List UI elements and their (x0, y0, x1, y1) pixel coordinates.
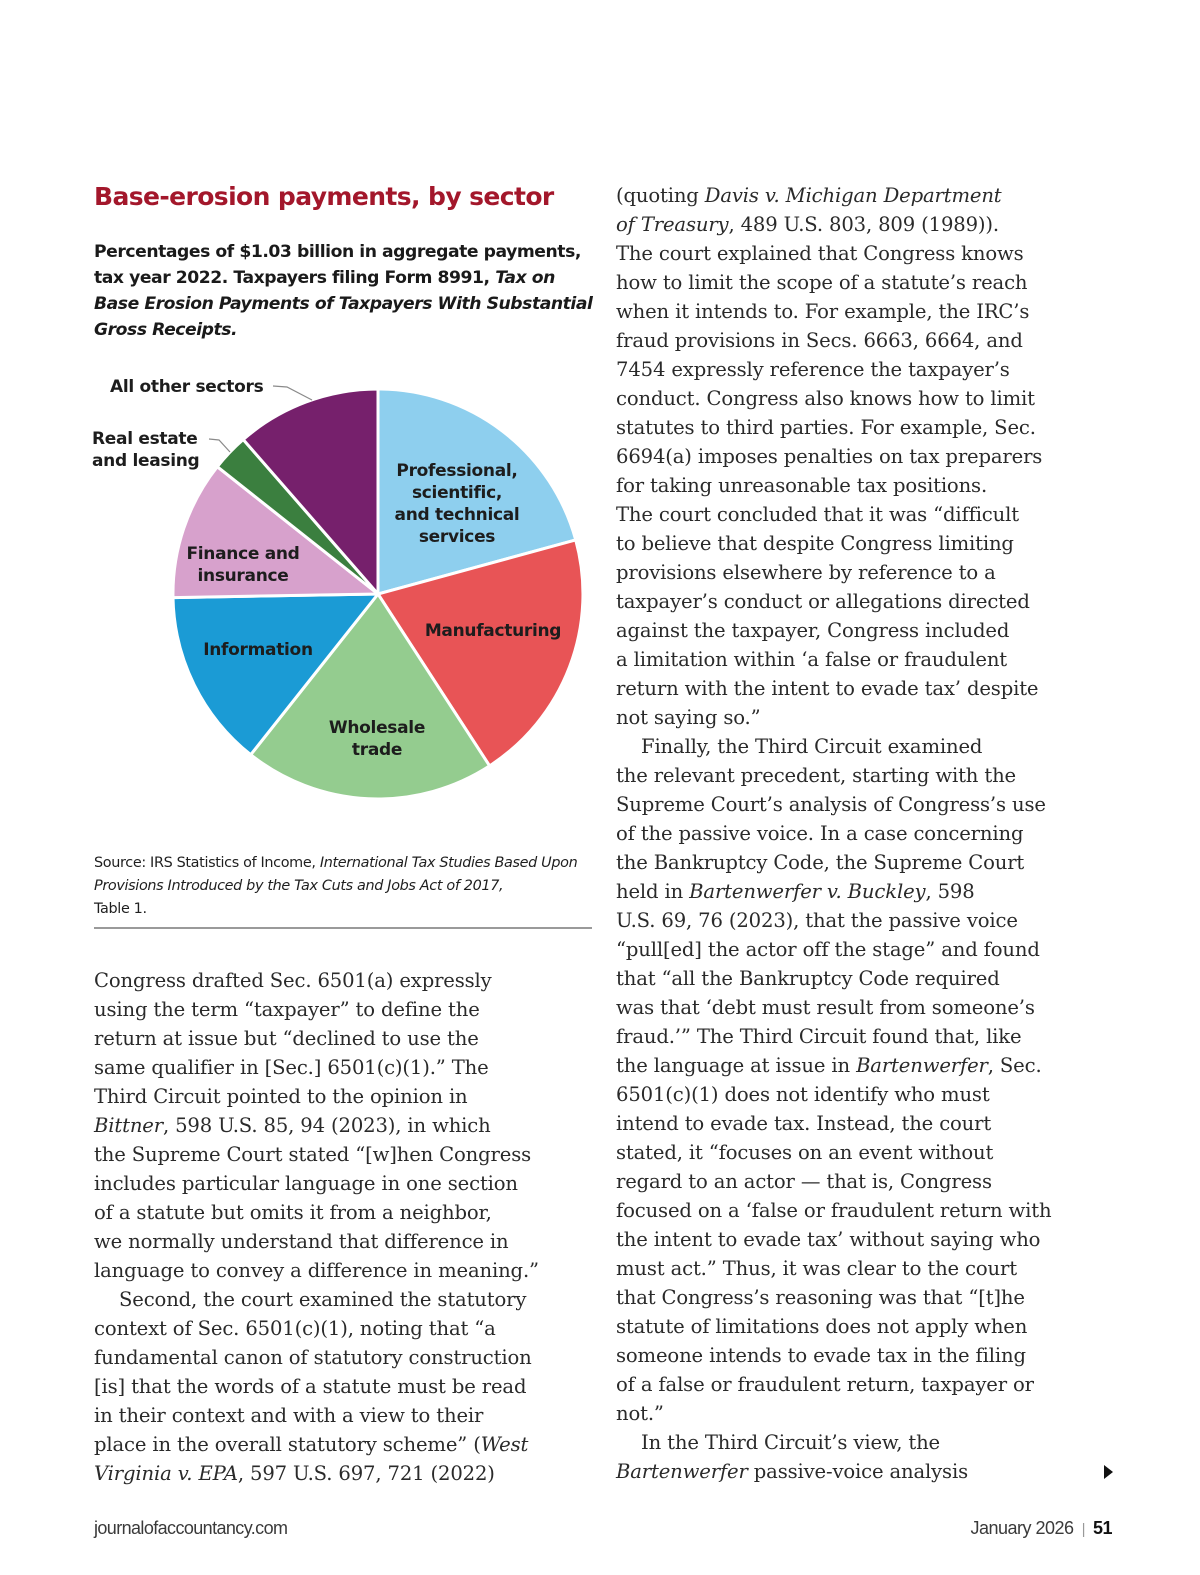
label-realestate-2: and leasing (92, 451, 200, 471)
text-line: how to limit the scope of a statute’s reach (616, 271, 1028, 294)
label-finance-2: insurance (197, 566, 289, 586)
label-finance-1: Finance and (186, 544, 300, 564)
case-name: Bartenwerfer v. Buckley (689, 880, 926, 903)
text-line: regard to an actor — that is, Congress (616, 1170, 992, 1193)
label-realestate-1: Real estate (92, 429, 198, 449)
text-line: Congress drafted Sec. 6501(a) expressly (94, 969, 492, 992)
case-name: Virginia v. EPA (94, 1462, 238, 1485)
text-line: Second, the court examined the statutory (119, 1288, 527, 1311)
chart-subtitle-italic: Tax on Base Erosion Payments of Taxpayers With Substantial Gross Receipts. (94, 268, 593, 340)
pie-chart (0, 0, 600, 820)
text-line: 6501(c)(1) does not identify who must (616, 1083, 990, 1106)
text-line: held in Bartenwerfer v. Buckley, 598 (616, 880, 975, 903)
text-line: U.S. 69, 76 (2023), that the passive voice (616, 909, 1018, 932)
continue-arrow-icon (1104, 1465, 1113, 1479)
chart-title: Base-erosion payments, by sector (94, 182, 554, 211)
footer-separator: | (1081, 1521, 1085, 1538)
text-line: Finally, the Third Circuit examined (641, 735, 983, 758)
text-line: that “all the Bankruptcy Code required (616, 967, 1000, 990)
text-line: the Bankruptcy Code, the Supreme Court (616, 851, 1025, 874)
label-professional-1: Professional, (396, 461, 518, 481)
text-line: focused on a ‘false or fraudulent return with (616, 1199, 1052, 1222)
text-line: fundamental canon of statutory construction (94, 1346, 532, 1369)
text-line: the intent to evade tax’ without saying who (616, 1228, 1041, 1251)
text-line: of the passive voice. In a case concerning (616, 822, 1024, 845)
text-line: The court explained that Congress knows (616, 242, 1024, 265)
text-line: Virginia v. EPA, 597 U.S. 697, 721 (2022) (94, 1462, 495, 1485)
text-line: the language at issue in Bartenwerfer, Sec. (616, 1054, 1042, 1077)
chart-divider (94, 927, 592, 929)
text-line: of Treasury, 489 U.S. 803, 809 (1989)). (616, 213, 999, 236)
case-name: Davis v. Michigan Department (704, 184, 1002, 207)
footer-site: journalofaccountancy.com (94, 1518, 288, 1538)
text-line: of a statute but omits it from a neighbor, (94, 1201, 492, 1224)
text-line: to believe that despite Congress limiting (616, 532, 1014, 555)
text-line: not saying so.” (616, 706, 761, 729)
text-line: includes particular language in one section (94, 1172, 518, 1195)
text-line: intend to evade tax. Instead, the court (616, 1112, 992, 1135)
label-professional-2: scientific, (411, 483, 503, 503)
text-line: someone intends to evade tax in the filing (616, 1344, 1026, 1367)
label-professional-4: services (418, 527, 496, 547)
text-line: against the taxpayer, Congress included (616, 619, 1010, 642)
text-line: Bittner, 598 U.S. 85, 94 (2023), in which (94, 1114, 491, 1137)
text-line: In the Third Circuit’s view, the (641, 1431, 940, 1454)
chart-source (94, 852, 594, 921)
case-name: Bartenwerfer (616, 1460, 748, 1483)
leader-line-realestate (209, 439, 230, 452)
text-line: (quoting Davis v. Michigan Department (616, 184, 1002, 207)
case-name: of Treasury (616, 213, 729, 236)
label-information: Information (203, 640, 313, 660)
text-line: The court concluded that it was “difficult (616, 503, 1019, 526)
text-line: language to convey a difference in meaning.” (94, 1259, 539, 1282)
label-wholesale-2: trade (351, 740, 403, 760)
label-wholesale-1: Wholesale (328, 718, 426, 738)
source-plain: Source: IRS Statistics of Income, (94, 855, 320, 871)
text-line: of a false or fraudulent return, taxpayer or (616, 1373, 1034, 1396)
text-line: in their context and with a view to their (94, 1404, 484, 1427)
case-name: Bittner (94, 1114, 163, 1137)
label-other: All other sectors (110, 377, 264, 397)
text-line: fraud provisions in Secs. 6663, 6664, and (616, 329, 1023, 352)
text-line: conduct. Congress also knows how to limit (616, 387, 1035, 410)
page-number: 51 (1092, 1518, 1112, 1538)
text-line: was that ‘debt must result from someone’s (616, 996, 1035, 1019)
text-line: same qualifier in [Sec.] 6501(c)(1).” The (94, 1056, 489, 1079)
text-line: stated, it “focuses on an event without (616, 1141, 994, 1164)
case-name: West (480, 1433, 529, 1456)
text-line: Bartenwerfer passive-voice analysis (616, 1460, 968, 1483)
text-line: Third Circuit pointed to the opinion in (94, 1085, 468, 1108)
leader-line-other (273, 386, 312, 400)
text-line: when it intends to. For example, the IRC’s (616, 300, 1030, 323)
source-italic: International Tax Studies Based Upon Provisions Introduced by the Tax Cuts and Jobs Act of 2017, (94, 855, 578, 894)
source-tail: Table 1. (94, 901, 147, 917)
text-line: fraud.’” The Third Circuit found that, like (616, 1025, 1022, 1048)
case-name: Bartenwerfer (856, 1054, 988, 1077)
text-line: taxpayer’s conduct or allegations directed (616, 590, 1030, 613)
text-line: provisions elsewhere by reference to a (616, 561, 996, 584)
text-line: we normally understand that difference in (94, 1230, 509, 1253)
text-line: the Supreme Court stated “[w]hen Congress (94, 1143, 532, 1166)
text-line: return with the intent to evade tax’ despite (616, 677, 1039, 700)
label-manufacturing: Manufacturing (424, 621, 562, 641)
text-line: 7454 expressly reference the taxpayer’s (616, 358, 1010, 381)
text-line: the relevant precedent, starting with the (616, 764, 1016, 787)
text-line: “pull[ed] the actor off the stage” and found (616, 938, 1040, 961)
text-line: for taking unreasonable tax positions. (616, 474, 988, 497)
footer-issue (970, 1518, 1112, 1539)
text-line: not.” (616, 1402, 664, 1425)
text-line: 6694(a) imposes penalties on tax preparers (616, 445, 1043, 468)
text-line: Supreme Court’s analysis of Congress’s use (616, 793, 1046, 816)
text-line: must act.” Thus, it was clear to the court (616, 1257, 1017, 1280)
text-line: using the term “taxpayer” to define the (94, 998, 480, 1021)
text-line: a limitation within ‘a false or fraudulent (616, 648, 1008, 671)
text-line: statutes to third parties. For example, Sec. (616, 416, 1036, 439)
text-line: return at issue but “declined to use the (94, 1027, 479, 1050)
text-line: [is] that the words of a statute must be read (94, 1375, 527, 1398)
text-line: context of Sec. 6501(c)(1), noting that “a (94, 1317, 496, 1340)
issue-date: January 2026 (970, 1518, 1074, 1538)
text-line: place in the overall statutory scheme” (West (94, 1433, 529, 1456)
label-professional-3: and technical (394, 505, 520, 525)
chart-subtitle-plain: Percentages of $1.03 billion in aggregate payments, tax year 2022. Taxpayers filing Form 8991, (94, 242, 581, 288)
text-line: statute of limitations does not apply when (616, 1315, 1028, 1338)
text-line: that Congress’s reasoning was that “[t]he (616, 1286, 1025, 1309)
